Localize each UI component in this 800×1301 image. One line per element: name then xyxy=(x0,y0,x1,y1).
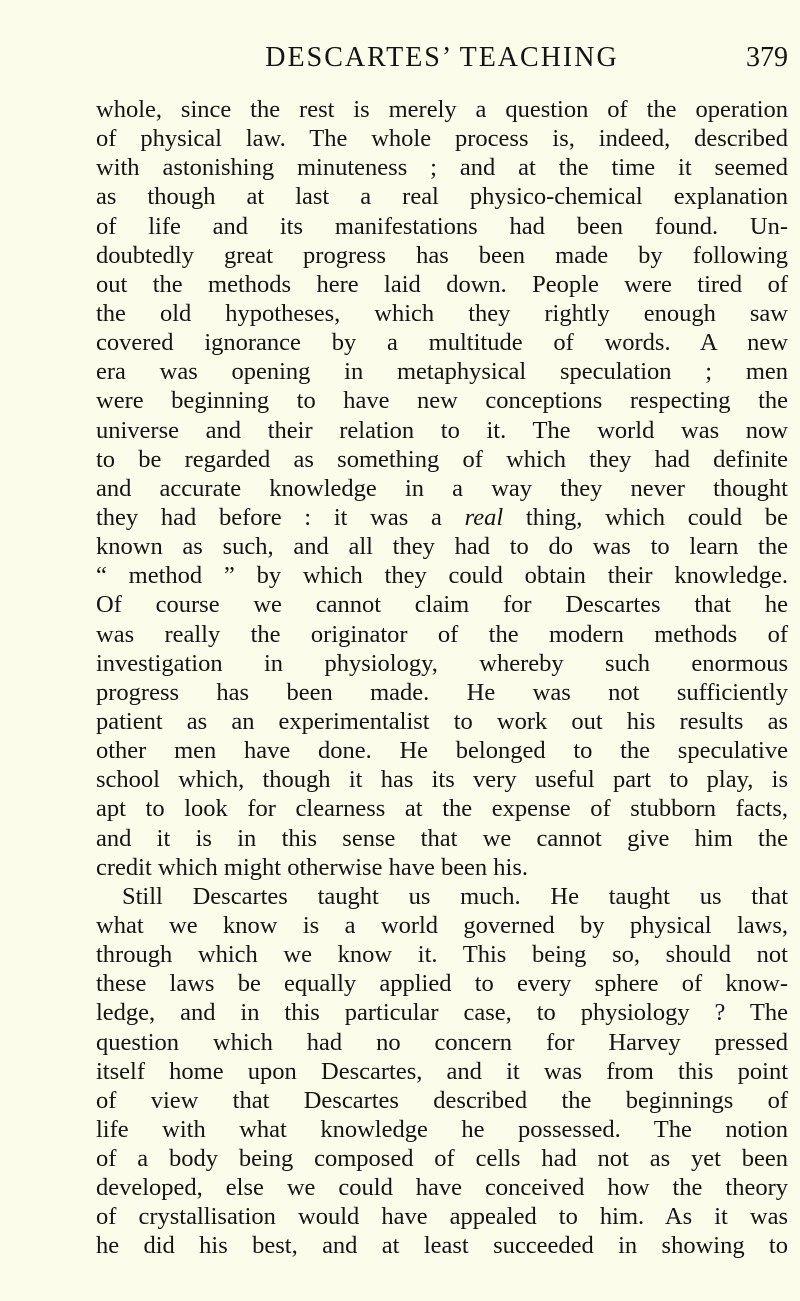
emphasis-text: real xyxy=(464,503,504,531)
text-line: ledge, and in this particular case, to physiology ? The xyxy=(96,999,788,1027)
text-line: developed, else we could have conceived how the theory xyxy=(96,1174,788,1202)
body-text xyxy=(96,95,788,1261)
text-line: life with what knowledge he possessed. The notion xyxy=(96,1115,788,1143)
page-number: 379 xyxy=(746,42,788,73)
text-line: other men have done. He belonged to the speculative xyxy=(96,737,788,765)
text-line: “ method ” by which they could obtain their knowledge. xyxy=(96,562,788,590)
text-segment: they had before : it was a xyxy=(96,503,465,531)
text-line: universe and their relation to it. The world was now xyxy=(96,416,788,444)
text-line: of life and its manifestations had been found. Un- xyxy=(96,212,788,240)
text-line: and it is in this sense that we cannot give him the xyxy=(96,824,788,852)
text-line: apt to look for clearness at the expense of stubborn facts, xyxy=(96,795,788,823)
text-line-with-emphasis xyxy=(96,503,788,532)
paragraph-end-line: credit which might otherwise have been his. xyxy=(96,853,529,881)
text-line: patient as an experimentalist to work out his results as xyxy=(96,707,788,735)
text-line: were beginning to have new conceptions respecting the xyxy=(96,387,788,415)
running-title: DESCARTES’ TEACHING xyxy=(265,42,619,73)
text-line: to be regarded as something of which they had definite xyxy=(96,445,788,473)
text-line: he did his best, and at least succeeded in showing to xyxy=(96,1232,788,1260)
text-line: of a body being composed of cells had not as yet been xyxy=(96,1145,788,1173)
text-line: era was opening in metaphysical speculation ; men xyxy=(96,358,788,386)
text-segment: thing, which could be xyxy=(503,503,788,531)
paragraph-start-line: Still Descartes taught us much. He taught us that xyxy=(122,882,788,910)
text-line: Of course we cannot claim for Descartes that he xyxy=(96,591,788,619)
text-line: whole, since the rest is merely a question of the operation xyxy=(96,96,788,123)
text-line: progress has been made. He was not sufficiently xyxy=(96,678,788,706)
text-line: out the methods here laid down. People were tired of xyxy=(96,270,788,298)
text-line: question which had no concern for Harvey pressed xyxy=(96,1028,788,1056)
text-line: with astonishing minuteness ; and at the time it seemed xyxy=(96,154,788,182)
text-line: as though at last a real physico-chemical explanation xyxy=(96,183,788,211)
text-line: of physical law. The whole process is, indeed, described xyxy=(96,125,788,153)
text-line: was really the originator of the modern methods of xyxy=(96,620,788,648)
text-line: investigation in physiology, whereby such enormous xyxy=(96,649,788,677)
text-line: covered ignorance by a multitude of words. A new xyxy=(96,329,788,357)
text-line: itself home upon Descartes, and it was from this point xyxy=(96,1057,788,1085)
text-line: known as such, and all they had to do was to learn the xyxy=(96,533,788,561)
text-line: school which, though it has its very useful part to play, is xyxy=(96,766,788,794)
text-line: these laws be equally applied to every sphere of know- xyxy=(96,970,788,998)
text-line: through which we know it. This being so, should not xyxy=(96,941,788,969)
text-line: what we know is a world governed by physical laws, xyxy=(96,911,788,939)
text-line: of crystallisation would have appealed to him. As it was xyxy=(96,1203,788,1231)
running-head xyxy=(96,36,788,80)
text-line: doubtedly great progress has been made by following xyxy=(96,241,788,269)
text-line: of view that Descartes described the beginnings of xyxy=(96,1086,788,1114)
text-line: the old hypotheses, which they rightly enough saw xyxy=(96,299,788,327)
text-line: and accurate knowledge in a way they never thought xyxy=(96,474,788,502)
